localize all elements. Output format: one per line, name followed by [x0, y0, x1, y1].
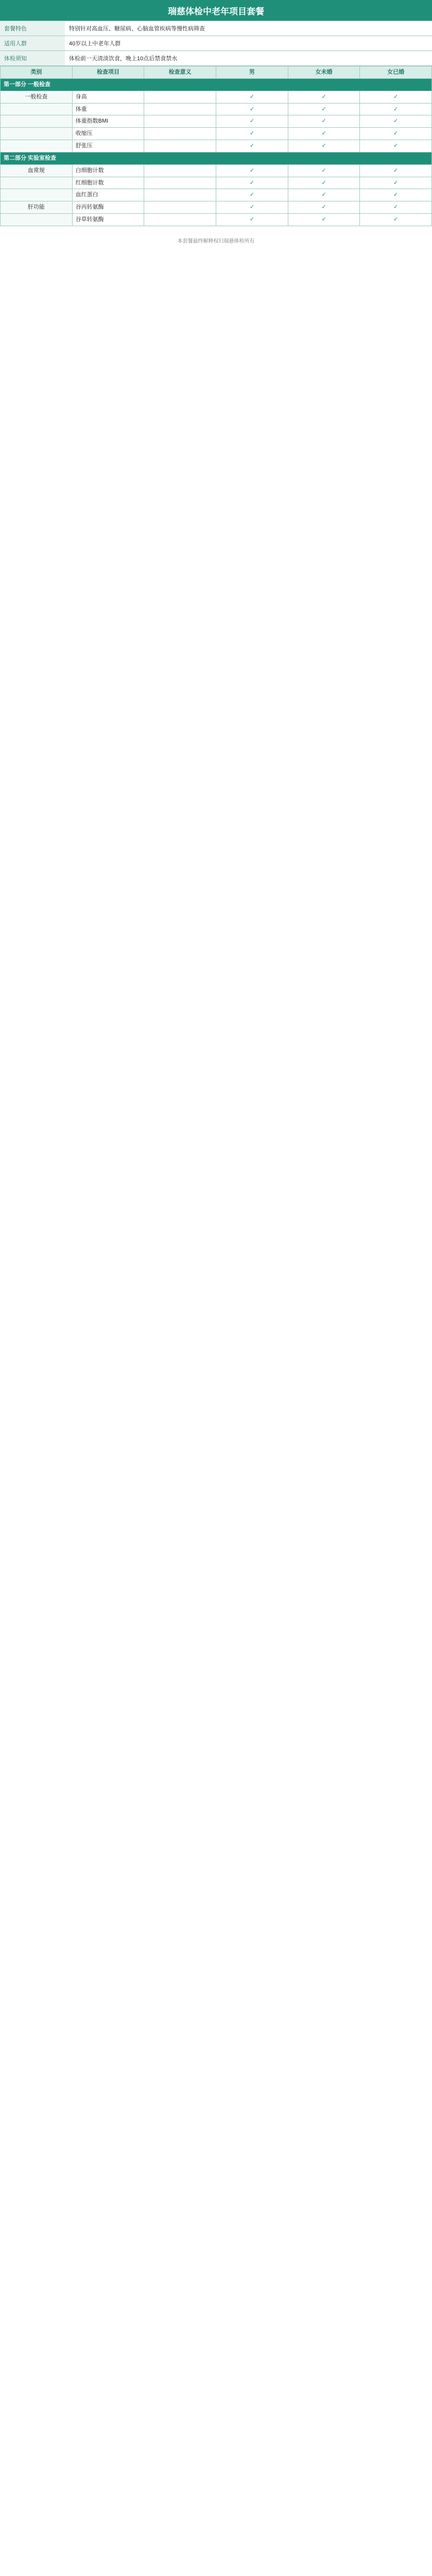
- male-cell: ✓: [216, 189, 288, 201]
- table-row: [1, 91, 432, 103]
- female-single-cell: ✓: [288, 164, 360, 177]
- table-header-row: [1, 66, 432, 79]
- table-row: [1, 103, 432, 115]
- intro-block: [0, 21, 432, 66]
- desc-cell: [144, 91, 216, 103]
- category-cell: [1, 189, 73, 201]
- male-cell: ✓: [216, 128, 288, 140]
- column-header: 女已婚: [360, 66, 432, 79]
- female-single-cell: ✓: [288, 128, 360, 140]
- intro-row: [0, 36, 432, 50]
- section-row: [1, 152, 432, 164]
- column-header: 男: [216, 66, 288, 79]
- female-married-cell: ✓: [360, 201, 432, 214]
- category-cell: 一般检查: [1, 91, 73, 103]
- item-cell: 体重指数BMI: [72, 115, 144, 128]
- male-cell: ✓: [216, 177, 288, 189]
- intro-value: 特别针对高血压、糖尿病、心脑血管疾病等慢性病筛查: [69, 26, 205, 32]
- item-cell: 谷草转氨酶: [72, 214, 144, 226]
- female-married-cell: ✓: [360, 140, 432, 152]
- page-title: 瑞慈体检中老年项目套餐: [0, 0, 432, 21]
- category-cell: [1, 177, 73, 189]
- male-cell: ✓: [216, 91, 288, 103]
- female-single-cell: ✓: [288, 201, 360, 214]
- table-body: [1, 78, 432, 226]
- female-single-cell: ✓: [288, 103, 360, 115]
- table-row: [1, 140, 432, 152]
- item-cell: 体重: [72, 103, 144, 115]
- column-header: 检查意义: [144, 66, 216, 79]
- female-married-cell: ✓: [360, 103, 432, 115]
- category-cell: 血常规: [1, 164, 73, 177]
- male-cell: ✓: [216, 103, 288, 115]
- desc-cell: [144, 115, 216, 128]
- female-married-cell: ✓: [360, 115, 432, 128]
- intro-value: 体检前一天清淡饮食，晚上10点后禁食禁水: [69, 56, 178, 62]
- item-cell: 身高: [72, 91, 144, 103]
- male-cell: ✓: [216, 214, 288, 226]
- section-title: 第一部分 一般检查: [1, 78, 432, 91]
- item-cell: 白细胞计数: [72, 164, 144, 177]
- table-row: [1, 164, 432, 177]
- footer-note: 本套餐最终解释权归瑞慈体检所有: [177, 238, 255, 244]
- item-cell: 血红蛋白: [72, 189, 144, 201]
- column-header: 类别: [1, 66, 73, 79]
- table-row: [1, 115, 432, 128]
- item-cell: 谷丙转氨酶: [72, 201, 144, 214]
- desc-cell: [144, 201, 216, 214]
- intro-key: 套餐特色: [0, 21, 65, 36]
- section-title: 第二部分 实验室检查: [1, 152, 432, 164]
- table-row: [1, 177, 432, 189]
- category-cell: [1, 214, 73, 226]
- desc-cell: [144, 140, 216, 152]
- category-cell: [1, 115, 73, 128]
- table-row: [1, 201, 432, 214]
- table-row: [1, 128, 432, 140]
- female-single-cell: ✓: [288, 115, 360, 128]
- male-cell: ✓: [216, 201, 288, 214]
- female-married-cell: ✓: [360, 189, 432, 201]
- column-header: 检查项目: [72, 66, 144, 79]
- document: [0, 0, 432, 244]
- intro-value: 40岁以上中老年人群: [69, 41, 121, 47]
- intro-key: 体检须知: [0, 51, 65, 65]
- female-single-cell: ✓: [288, 177, 360, 189]
- male-cell: ✓: [216, 140, 288, 152]
- intro-row: [0, 21, 432, 36]
- male-cell: ✓: [216, 115, 288, 128]
- desc-cell: [144, 177, 216, 189]
- table-row: [1, 189, 432, 201]
- desc-cell: [144, 164, 216, 177]
- intro-row: [0, 50, 432, 65]
- item-cell: 舒张压: [72, 140, 144, 152]
- male-cell: ✓: [216, 164, 288, 177]
- intro-key: 适用人群: [0, 36, 65, 50]
- female-single-cell: ✓: [288, 91, 360, 103]
- female-married-cell: ✓: [360, 214, 432, 226]
- column-header: 女未婚: [288, 66, 360, 79]
- category-cell: [1, 103, 73, 115]
- table-row: [1, 214, 432, 226]
- female-married-cell: ✓: [360, 128, 432, 140]
- desc-cell: [144, 189, 216, 201]
- category-cell: 肝功能: [1, 201, 73, 214]
- female-married-cell: ✓: [360, 177, 432, 189]
- desc-cell: [144, 214, 216, 226]
- female-single-cell: ✓: [288, 140, 360, 152]
- female-single-cell: ✓: [288, 214, 360, 226]
- exam-table: [0, 66, 432, 226]
- item-cell: 红细胞计数: [72, 177, 144, 189]
- section-row: [1, 78, 432, 91]
- desc-cell: [144, 128, 216, 140]
- category-cell: [1, 128, 73, 140]
- female-married-cell: ✓: [360, 164, 432, 177]
- desc-cell: [144, 103, 216, 115]
- female-single-cell: ✓: [288, 189, 360, 201]
- category-cell: [1, 140, 73, 152]
- female-married-cell: ✓: [360, 91, 432, 103]
- item-cell: 收缩压: [72, 128, 144, 140]
